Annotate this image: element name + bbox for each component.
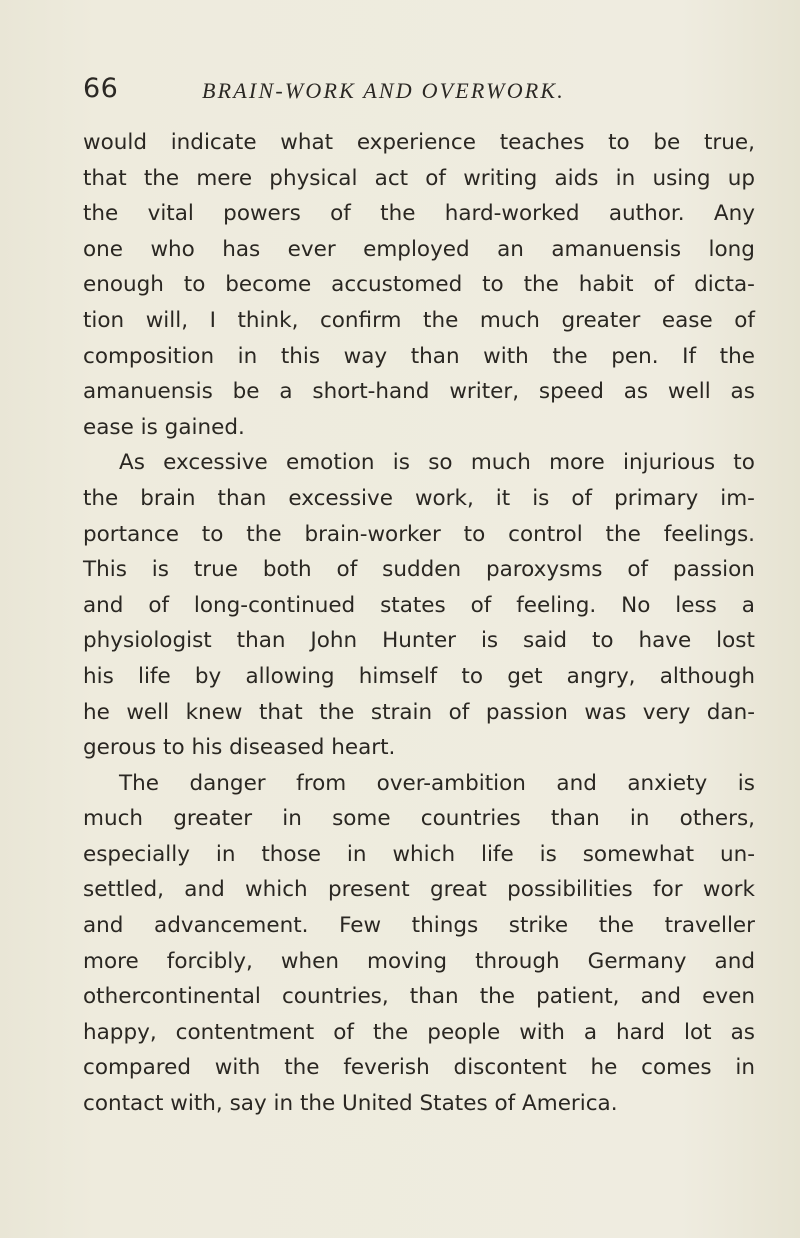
paragraph [83, 766, 755, 1122]
paragraph [83, 125, 755, 445]
text-line: the brain than excessive work, it is of primary im- [83, 485, 755, 511]
text-line: portance to the brain-worker to control the feelings. [83, 521, 755, 547]
text-line: composition in this way than with the pen. If the [83, 343, 755, 369]
text-line: especially in those in which life is somewhat un- [83, 841, 755, 867]
text-line: that the mere physical act of writing aids in using up [83, 165, 755, 191]
text-line: physiologist than John Hunter is said to have lost [83, 628, 755, 654]
text-line: contact with, say in the United States of America. [83, 1091, 618, 1117]
text-line: and advancement. Few things strike the traveller [83, 913, 755, 939]
text-line: The danger from over-ambition and anxiety is [119, 770, 755, 796]
text-line: and of long-continued states of feeling. No less a [83, 592, 755, 618]
page-header [83, 72, 773, 108]
running-head: BRAIN-WORK AND OVERWORK. [202, 78, 566, 103]
text-line: tion will, I think, confirm the much greater ease of [83, 307, 755, 333]
text-line: amanuensis be a short-hand writer, speed as well as [83, 379, 755, 405]
text-line: As excessive emotion is so much more injurious to [119, 450, 755, 476]
body-text [83, 125, 755, 1122]
text-line: more forcibly, when moving through Germany and [83, 948, 755, 974]
page-number: 66 [83, 73, 119, 104]
text-line: he well knew that the strain of passion was very dan- [83, 699, 755, 725]
paragraph [83, 445, 755, 765]
text-line: would indicate what experience teaches to be true, [83, 130, 755, 155]
text-line: settled, and which present great possibilities for work [83, 877, 755, 903]
text-line: ease is gained. [83, 414, 245, 440]
text-line: This is true both of sudden paroxysms of passion [83, 557, 755, 583]
text-line: his life by allowing himself to get angry, although [83, 663, 755, 689]
text-line: happy, contentment of the people with a hard lot as [83, 1019, 755, 1045]
text-line: the vital powers of the hard-worked author. Any [83, 201, 755, 227]
text-line: gerous to his diseased heart. [83, 735, 396, 761]
text-line: othercontinental countries, than the patient, and even [83, 984, 755, 1010]
text-line: much greater in some countries than in others, [83, 806, 755, 832]
text-line: one who has ever employed an amanuensis long [83, 236, 755, 262]
text-line: enough to become accustomed to the habit of dicta- [83, 272, 755, 298]
text-line: compared with the feverish discontent he comes in [83, 1055, 755, 1081]
